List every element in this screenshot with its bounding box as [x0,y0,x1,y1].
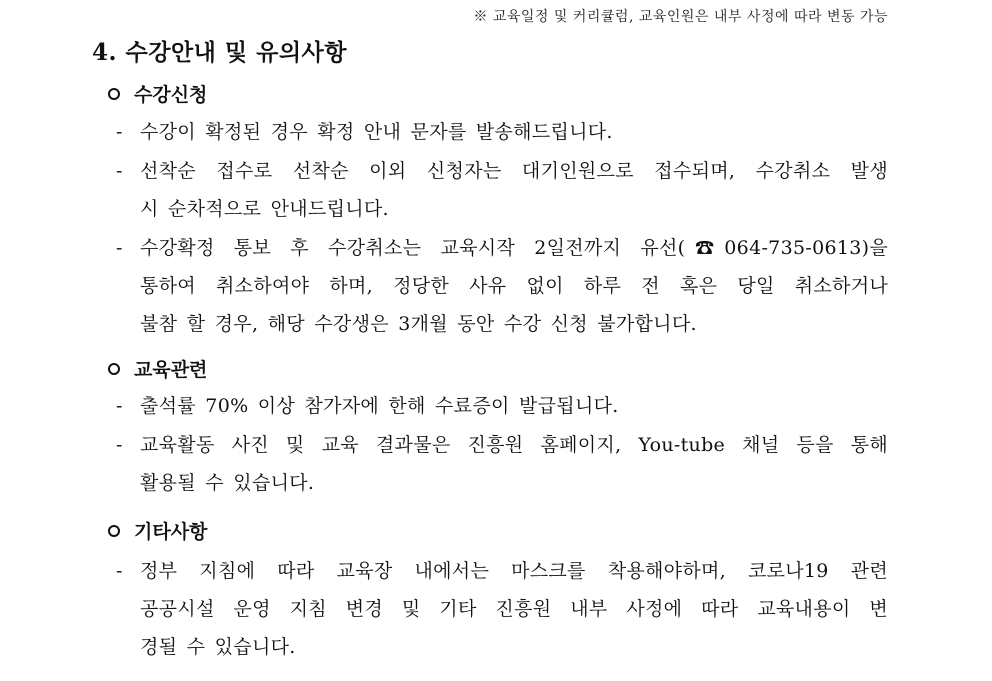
list-item [116,152,888,228]
list-item-line: 선착순 접수로 선착순 이외 신청자는 대기인원으로 접수되며, 수강취소 발생 [140,160,888,182]
list-item [116,387,888,425]
dash-marker: - [116,434,123,456]
section-heading-registration [108,80,207,107]
list-item [116,552,888,666]
list-item [116,113,888,151]
list-item-line: 수강확정 통보 후 수강취소는 교육시작 2일전까지 유선(☎064-735-0613)을 [140,237,888,259]
list-item-line: 시 순차적으로 안내드립니다. [140,198,389,220]
dash-marker: - [116,395,123,417]
dash-marker: - [116,560,123,582]
circle-bullet-icon [108,88,120,100]
section-heading-other [108,517,207,544]
list-item-line: 경될 수 있습니다. [140,636,296,658]
list-item-line: 활용될 수 있습니다. [140,472,315,494]
list-item-line: 정부 지침에 따라 교육장 내에서는 마스크를 착용해야하며, 코로나19 관련 [140,560,888,582]
dash-marker: - [116,237,123,259]
circle-bullet-icon [108,363,120,375]
dash-marker: - [116,121,123,143]
list-item [116,229,888,343]
section-title: 수강신청 [134,84,208,106]
circle-bullet-icon [108,525,120,537]
section-title: 기타사항 [134,521,208,543]
list-item-line: 통하여 취소하여야 하며, 정당한 사유 없이 하루 전 혹은 당일 취소하거나 [140,275,888,297]
list-item-line: 수강이 확정된 경우 확정 안내 문자를 발송해드립니다. [140,121,613,143]
list-item [116,426,888,502]
list-item-line: 출석률 70% 이상 참가자에 한해 수료증이 발급됩니다. [140,395,619,417]
list-item-line: 교육활동 사진 및 교육 결과물은 진흥원 홈페이지, You-tube 채널 등을 통해 [140,434,888,456]
list-item-line: 공공시설 운영 지침 변경 및 기타 진흥원 내부 사정에 따라 교육내용이 변 [140,598,888,620]
dash-marker: - [116,160,123,182]
schedule-change-note: ※ 교육일정 및 커리큘럼, 교육인원은 내부 사정에 따라 변동 가능 [473,9,888,25]
page-title: 4. 수강안내 및 유의사항 [92,39,347,66]
list-item-line: 불참 할 경우, 해당 수강생은 3개월 동안 수강 신청 불가합니다. [140,313,697,335]
section-title: 교육관련 [134,359,208,381]
section-heading-education [108,355,207,382]
